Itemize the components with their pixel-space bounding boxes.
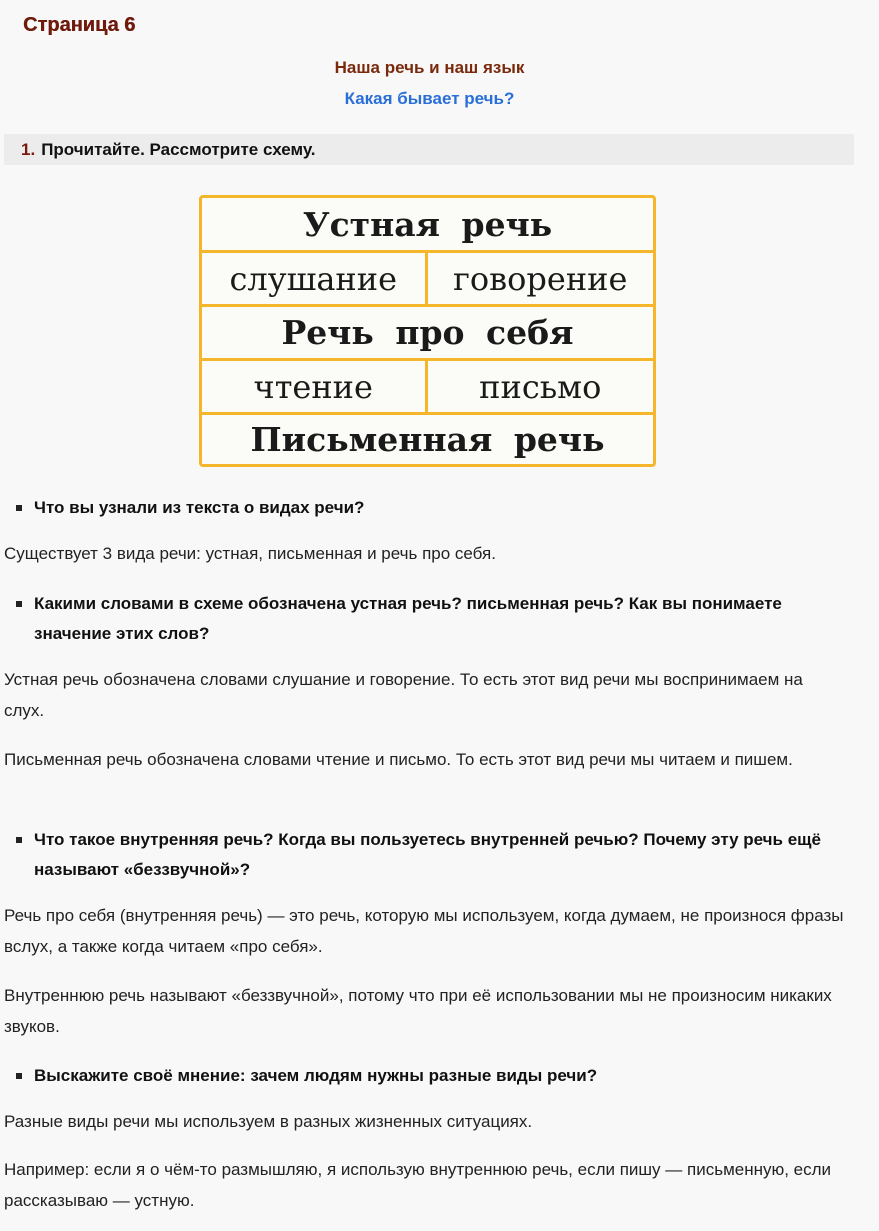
answer-4-2: Например: если я о чём-то размышляю, я использую внутреннюю речь, если пишу — письменную, если рассказываю — устную.: [4, 1160, 832, 1210]
question-3: [34, 825, 834, 885]
page-heading: Страница 6: [23, 14, 136, 36]
answer-1-1: Существует 3 вида речи: устная, письменная и речь про себя.: [4, 544, 496, 563]
scheme-written-row: [202, 415, 653, 464]
scheme-written: Письменная речь: [250, 420, 605, 459]
task-header: [4, 134, 854, 165]
scheme-speaking: говорение: [453, 259, 628, 298]
question-text: Что такое внутренняя речь? Когда вы пользуетесь внутренней речью? Почему эту речь ещё называют «беззвучной»?: [34, 830, 821, 879]
bullet-icon: [16, 505, 22, 511]
scheme-inner-row: [202, 307, 653, 361]
scheme-inner: Речь про себя: [281, 313, 574, 352]
scheme-oral-parts-row: [202, 253, 653, 307]
answer-2-2: Письменная речь обозначена словами чтение и письмо. То есть этот вид речи мы читаем и пишем.: [4, 750, 793, 769]
speech-scheme: [199, 195, 656, 467]
lesson-title: Наша речь и наш язык: [334, 58, 525, 77]
lesson-subtitle: Какая бывает речь?: [344, 89, 515, 108]
answer-3-1: Речь про себя (внутренняя речь) — это речь, которую мы используем, когда думаем, не произнося фразы вслух, а также когда читаем «про себя».: [4, 906, 844, 956]
bullet-icon: [16, 837, 22, 843]
bullet-icon: [16, 1073, 22, 1079]
task-number: 1.: [21, 140, 36, 159]
question-text: Выскажите своё мнение: зачем людям нужны разные виды речи?: [34, 1066, 598, 1085]
scheme-reading: чтение: [202, 361, 428, 412]
scheme-written-parts-row: [202, 361, 653, 415]
question-4: [34, 1061, 834, 1091]
scheme-listening: слушание: [202, 253, 428, 304]
answer-2-1: Устная речь обозначена словами слушание и говорение. То есть этот вид речи мы воспринимаем на слух.: [4, 670, 803, 720]
answer-3-2: Внутреннюю речь называют «беззвучной», потому что при её использовании мы не произносим никаких звуков.: [4, 986, 832, 1036]
question-2: [34, 589, 834, 649]
question-1: [34, 493, 834, 523]
bullet-icon: [16, 601, 22, 607]
answer-4-1: Разные виды речи мы используем в разных жизненных ситуациях.: [4, 1112, 533, 1131]
scheme-oral-row: [202, 198, 653, 253]
scheme-writing: письмо: [479, 367, 602, 406]
task-text: Прочитайте. Рассмотрите схему.: [41, 140, 316, 159]
scheme-oral: Устная речь: [302, 204, 553, 244]
question-text: Что вы узнали из текста о видах речи?: [34, 498, 365, 517]
question-text: Какими словами в схеме обозначена устная речь? письменная речь? Как вы понимаете значение этих слов?: [34, 594, 782, 643]
